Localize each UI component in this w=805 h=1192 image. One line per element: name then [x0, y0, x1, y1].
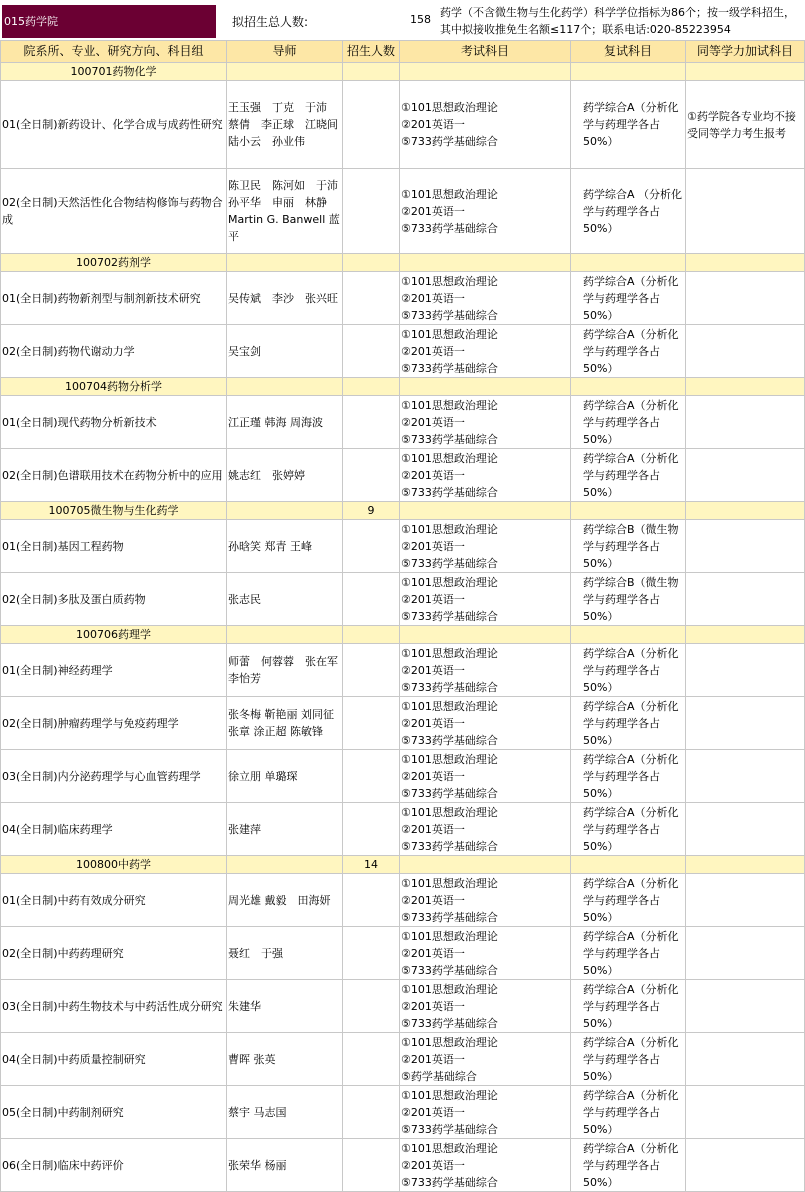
exam-subjects — [400, 750, 571, 803]
major-retest-cell — [571, 378, 686, 396]
exam-subject: ⑤733药学基础综合 — [401, 1016, 498, 1030]
enrollment-count — [343, 697, 400, 750]
enrollment-count — [343, 874, 400, 927]
exam-subject: ②201英语一 — [401, 769, 465, 783]
enrollment-count — [343, 750, 400, 803]
exam-subject: ②201英语一 — [401, 118, 465, 131]
extra-subject — [686, 980, 805, 1033]
major-advisors-cell — [227, 63, 343, 81]
major-row — [1, 63, 805, 81]
major-count — [343, 254, 400, 272]
advisors: 周光雄 戴毅 田海妍 — [227, 874, 343, 927]
major-extra-cell — [686, 63, 805, 81]
major-row — [1, 626, 805, 644]
advisors: 陈卫民 陈河如 于沛 孙平华 申丽 林静 Martin G. Banwell 蓝平 — [227, 169, 343, 254]
extra-subject — [686, 803, 805, 856]
department-title: 015药学院 — [2, 5, 216, 38]
major-name: 100705微生物与生化药学 — [1, 502, 227, 520]
column-header-advisors: 导师 — [227, 41, 343, 63]
exam-subject: ②201英语一 — [401, 415, 465, 429]
exam-subjects — [400, 1033, 571, 1086]
retest-subject: 药学综合A（分析化学与药理学各占50%） — [571, 81, 686, 169]
exam-subjects — [400, 169, 571, 254]
exam-subject: ②201英语一 — [401, 539, 465, 553]
exam-subject: ①101思想政治理论 — [401, 982, 498, 996]
retest-subject: 药学综合A（分析化学与药理学各占50%） — [571, 697, 686, 750]
major-count — [343, 378, 400, 396]
major-exams-cell — [400, 502, 571, 520]
major-exams-cell — [400, 378, 571, 396]
research-direction: 02(全日制)天然活性化合物结构修饰与药物合成 — [1, 169, 227, 254]
exam-subject: ①101思想政治理论 — [401, 699, 498, 713]
table-row — [1, 81, 805, 169]
extra-subject — [686, 520, 805, 573]
admission-note: 药学（不含微生物与生化药学）科学学位指标为86个；按一级学科招生，其中拟接收推免生名额≤117个；联系电话:020-85223954 — [440, 6, 795, 36]
exam-subjects — [400, 874, 571, 927]
exam-subject: ⑤733药学基础综合 — [401, 221, 498, 235]
major-row — [1, 856, 805, 874]
table-row — [1, 169, 805, 254]
research-direction: 02(全日制)色谱联用技术在药物分析中的应用 — [1, 449, 227, 502]
major-exams-cell — [400, 856, 571, 874]
exam-subject: ⑤733药学基础综合 — [401, 910, 498, 924]
major-name: 100702药剂学 — [1, 254, 227, 272]
research-direction: 01(全日制)神经药理学 — [1, 644, 227, 697]
exam-subject: ①101思想政治理论 — [401, 752, 498, 766]
exam-subject: ①101思想政治理论 — [401, 398, 498, 412]
exam-subject: ②201英语一 — [401, 822, 465, 836]
exam-subjects — [400, 272, 571, 325]
enrollment-count — [343, 573, 400, 626]
retest-subject: 药学综合A（分析化学与药理学各占50%） — [571, 927, 686, 980]
research-direction: 01(全日制)新药设计、化学合成与成药性研究 — [1, 81, 227, 169]
retest-subject: 药学综合B（微生物学与药理学各占50%） — [571, 520, 686, 573]
major-name: 100701药物化学 — [1, 63, 227, 81]
table-row — [1, 1086, 805, 1139]
exam-subjects — [400, 573, 571, 626]
enrollment-count — [343, 1033, 400, 1086]
exam-subject: ⑤733药学基础综合 — [401, 361, 498, 375]
exam-subject: ②201英语一 — [401, 1052, 465, 1066]
major-name: 100800中药学 — [1, 856, 227, 874]
retest-subject: 药学综合A（分析化学与药理学各占50%） — [571, 396, 686, 449]
retest-subject: 药学综合A（分析化学与药理学各占50%） — [571, 272, 686, 325]
enrollment-count — [343, 1139, 400, 1192]
advisors: 张冬梅 靳艳丽 刘同征 张章 涂正超 陈敏锋 — [227, 697, 343, 750]
major-extra-cell — [686, 378, 805, 396]
enrollment-count — [343, 272, 400, 325]
exam-subjects — [400, 1086, 571, 1139]
retest-subject: 药学综合A （分析化学与药理学各占50%） — [571, 169, 686, 254]
exam-subject: ①101思想政治理论 — [401, 876, 498, 890]
research-direction: 04(全日制)中药质量控制研究 — [1, 1033, 227, 1086]
major-advisors-cell — [227, 626, 343, 644]
exam-subject: ②201英语一 — [401, 1158, 465, 1172]
table-row — [1, 325, 805, 378]
exam-subject: ②201英语一 — [401, 468, 465, 482]
column-header-exams: 考试科目 — [400, 41, 571, 63]
advisors: 张荣华 杨丽 — [227, 1139, 343, 1192]
extra-subject — [686, 1139, 805, 1192]
exam-subject: ⑤733药学基础综合 — [401, 680, 498, 694]
research-direction: 06(全日制)临床中药评价 — [1, 1139, 227, 1192]
major-extra-cell — [686, 254, 805, 272]
column-header-retest: 复试科目 — [571, 41, 686, 63]
table-row — [1, 1139, 805, 1192]
exam-subject: ②201英语一 — [401, 893, 465, 907]
exam-subject: ①101思想政治理论 — [401, 187, 498, 201]
header-bar — [0, 0, 804, 40]
major-advisors-cell — [227, 378, 343, 396]
retest-subject: 药学综合A（分析化学与药理学各占50%） — [571, 980, 686, 1033]
exam-subjects — [400, 325, 571, 378]
table-row — [1, 1033, 805, 1086]
exam-subject: ⑤733药学基础综合 — [401, 135, 498, 148]
admissions-table — [0, 40, 805, 1192]
enrollment-count — [343, 81, 400, 169]
major-retest-cell — [571, 63, 686, 81]
advisors: 师蕾 何蓉蓉 张在军 李怡芳 — [227, 644, 343, 697]
research-direction: 02(全日制)多肽及蛋白质药物 — [1, 573, 227, 626]
exam-subject: ②201英语一 — [401, 1105, 465, 1119]
exam-subject: ①101思想政治理论 — [401, 805, 498, 819]
major-advisors-cell — [227, 254, 343, 272]
major-name: 100706药理学 — [1, 626, 227, 644]
major-exams-cell — [400, 254, 571, 272]
enrollment-count — [343, 396, 400, 449]
research-direction: 03(全日制)中药生物技术与中药活性成分研究 — [1, 980, 227, 1033]
advisors: 吴宝剑 — [227, 325, 343, 378]
advisors: 朱建华 — [227, 980, 343, 1033]
table-header-row — [1, 41, 805, 63]
exam-subject: ⑤药学基础综合 — [401, 1069, 477, 1083]
advisors: 姚志红 张婷婷 — [227, 449, 343, 502]
advisors: 孙晗笑 郑青 王峰 — [227, 520, 343, 573]
exam-subject: ②201英语一 — [401, 663, 465, 677]
extra-subject — [686, 697, 805, 750]
enrollment-count — [343, 520, 400, 573]
extra-subject — [686, 573, 805, 626]
exam-subjects — [400, 980, 571, 1033]
major-advisors-cell — [227, 856, 343, 874]
column-header-extra: 同等学力加试科目 — [686, 41, 805, 63]
exam-subject: ①101思想政治理论 — [401, 929, 498, 943]
major-retest-cell — [571, 626, 686, 644]
advisors: 蔡宇 马志国 — [227, 1086, 343, 1139]
extra-subject — [686, 644, 805, 697]
enrollment-count — [343, 1086, 400, 1139]
retest-subject: 药学综合A（分析化学与药理学各占50%） — [571, 1139, 686, 1192]
retest-subject: 药学综合B（微生物学与药理学各占50%） — [571, 573, 686, 626]
extra-subject — [686, 272, 805, 325]
exam-subject: ⑤733药学基础综合 — [401, 485, 498, 499]
exam-subject: ⑤733药学基础综合 — [401, 733, 498, 747]
major-row — [1, 254, 805, 272]
major-count — [343, 626, 400, 644]
exam-subjects — [400, 803, 571, 856]
research-direction: 02(全日制)肿瘤药理学与免疫药理学 — [1, 697, 227, 750]
major-exams-cell — [400, 626, 571, 644]
exam-subject: ⑤733药学基础综合 — [401, 609, 498, 623]
exam-subject: ①101思想政治理论 — [401, 1035, 498, 1049]
exam-subject: ①101思想政治理论 — [401, 1141, 498, 1155]
extra-subject — [686, 169, 805, 254]
major-extra-cell — [686, 856, 805, 874]
retest-subject: 药学综合A（分析化学与药理学各占50%） — [571, 874, 686, 927]
exam-subject: ⑤733药学基础综合 — [401, 556, 498, 570]
major-exams-cell — [400, 63, 571, 81]
table-row — [1, 803, 805, 856]
exam-subjects — [400, 449, 571, 502]
exam-subject: ⑤733药学基础综合 — [401, 1122, 498, 1136]
major-retest-cell — [571, 254, 686, 272]
major-row — [1, 378, 805, 396]
exam-subject: ②201英语一 — [401, 716, 465, 730]
quota-total: 158 — [410, 13, 431, 26]
advisors: 张志民 — [227, 573, 343, 626]
extra-subject — [686, 750, 805, 803]
table-row — [1, 520, 805, 573]
research-direction: 04(全日制)临床药理学 — [1, 803, 227, 856]
exam-subject: ①101思想政治理论 — [401, 274, 498, 288]
extra-subject — [686, 1033, 805, 1086]
exam-subject: ①101思想政治理论 — [401, 522, 498, 536]
major-retest-cell — [571, 856, 686, 874]
major-count: 14 — [343, 856, 400, 874]
retest-subject: 药学综合A（分析化学与药理学各占50%） — [571, 449, 686, 502]
retest-subject: 药学综合A（分析化学与药理学各占50%） — [571, 325, 686, 378]
retest-subject: 药学综合A（分析化学与药理学各占50%） — [571, 750, 686, 803]
exam-subject: ①101思想政治理论 — [401, 451, 498, 465]
exam-subject: ⑤733药学基础综合 — [401, 308, 498, 322]
exam-subject: ②201英语一 — [401, 291, 465, 305]
table-row — [1, 272, 805, 325]
exam-subject: ⑤733药学基础综合 — [401, 963, 498, 977]
research-direction: 01(全日制)基因工程药物 — [1, 520, 227, 573]
advisors: 张建萍 — [227, 803, 343, 856]
exam-subject: ⑤733药学基础综合 — [401, 839, 498, 853]
table-row — [1, 644, 805, 697]
exam-subject: ①101思想政治理论 — [401, 575, 498, 589]
retest-subject: 药学综合A（分析化学与药理学各占50%） — [571, 1033, 686, 1086]
advisors: 聂红 于强 — [227, 927, 343, 980]
exam-subjects — [400, 81, 571, 169]
exam-subject: ①101思想政治理论 — [401, 1088, 498, 1102]
major-name: 100704药物分析学 — [1, 378, 227, 396]
enrollment-count — [343, 980, 400, 1033]
exam-subject: ⑤733药学基础综合 — [401, 1175, 498, 1189]
extra-subject: ①药学院各专业均不接受同等学力考生报考 — [686, 81, 805, 169]
research-direction: 02(全日制)中药药理研究 — [1, 927, 227, 980]
extra-subject — [686, 927, 805, 980]
enrollment-count — [343, 325, 400, 378]
research-direction: 01(全日制)中药有效成分研究 — [1, 874, 227, 927]
advisors: 吴传斌 李沙 张兴旺 — [227, 272, 343, 325]
advisors: 江正瑾 韩海 周海波 — [227, 396, 343, 449]
retest-subject: 药学综合A（分析化学与药理学各占50%） — [571, 1086, 686, 1139]
exam-subject: ⑤733药学基础综合 — [401, 432, 498, 446]
extra-subject — [686, 1086, 805, 1139]
exam-subject: ⑤733药学基础综合 — [401, 786, 498, 800]
major-extra-cell — [686, 626, 805, 644]
exam-subjects — [400, 644, 571, 697]
exam-subject: ②201英语一 — [401, 344, 465, 358]
major-row — [1, 502, 805, 520]
enrollment-count — [343, 169, 400, 254]
exam-subjects — [400, 927, 571, 980]
research-direction: 01(全日制)现代药物分析新技术 — [1, 396, 227, 449]
advisors: 曹晖 张英 — [227, 1033, 343, 1086]
table-row — [1, 396, 805, 449]
table-row — [1, 573, 805, 626]
major-count — [343, 63, 400, 81]
extra-subject — [686, 449, 805, 502]
exam-subject: ②201英语一 — [401, 204, 465, 218]
research-direction: 02(全日制)药物代谢动力学 — [1, 325, 227, 378]
table-body — [1, 63, 805, 1192]
exam-subjects — [400, 697, 571, 750]
column-header-direction: 院系所、专业、研究方向、科目组 — [1, 41, 227, 63]
major-count: 9 — [343, 502, 400, 520]
column-header-count: 招生人数 — [343, 41, 400, 63]
research-direction: 03(全日制)内分泌药理学与心血管药理学 — [1, 750, 227, 803]
enrollment-count — [343, 644, 400, 697]
extra-subject — [686, 396, 805, 449]
enrollment-count — [343, 803, 400, 856]
retest-subject: 药学综合A（分析化学与药理学各占50%） — [571, 803, 686, 856]
major-extra-cell — [686, 502, 805, 520]
enrollment-count — [343, 927, 400, 980]
extra-subject — [686, 325, 805, 378]
exam-subject: ②201英语一 — [401, 946, 465, 960]
advisors: 王玉强 丁克 于沛 蔡倩 李正球 江晓间 陆小云 孙业伟 — [227, 81, 343, 169]
table-row — [1, 874, 805, 927]
retest-subject: 药学综合A（分析化学与药理学各占50%） — [571, 644, 686, 697]
table-row — [1, 750, 805, 803]
exam-subjects — [400, 520, 571, 573]
table-row — [1, 697, 805, 750]
table-row — [1, 927, 805, 980]
advisors: 徐立朋 单璐琛 — [227, 750, 343, 803]
table-row — [1, 449, 805, 502]
exam-subject: ②201英语一 — [401, 592, 465, 606]
exam-subject: ②201英语一 — [401, 999, 465, 1013]
exam-subjects — [400, 396, 571, 449]
major-advisors-cell — [227, 502, 343, 520]
research-direction: 01(全日制)药物新剂型与制剂新技术研究 — [1, 272, 227, 325]
exam-subject: ①101思想政治理论 — [401, 646, 498, 660]
research-direction: 05(全日制)中药制剂研究 — [1, 1086, 227, 1139]
enrollment-count — [343, 449, 400, 502]
extra-subject — [686, 874, 805, 927]
quota-label: 拟招生总人数: — [232, 15, 309, 29]
exam-subjects — [400, 1139, 571, 1192]
exam-subject: ①101思想政治理论 — [401, 101, 498, 114]
major-retest-cell — [571, 502, 686, 520]
table-row — [1, 980, 805, 1033]
exam-subject: ①101思想政治理论 — [401, 327, 498, 341]
